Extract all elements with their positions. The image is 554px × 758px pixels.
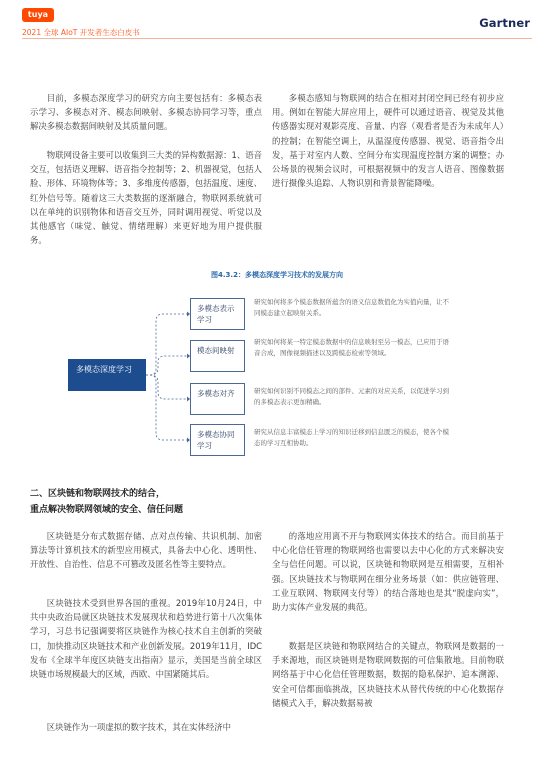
figure-node: 多模态协同学习 [190, 424, 245, 456]
figure-node-description: 研究如何将某一特定模态数据中的信息映射至另一模态，已应用于语音合成，图像视频描述以及跨模态检索等领域。 [254, 338, 449, 357]
figure-title: 图4.3.2：多模态深度学习技术的发展方向 [211, 271, 343, 279]
figure-node-description: 研究如何识别不同模态之间的部件、元素的对应关系，以促进学习到的多模态表示更加精确。 [254, 387, 449, 406]
body-paragraph: 区块链是分布式数据存储、点对点传输、共识机制、加密算法等计算机技术的新型应用模式，具备去中心化、透明性、开放性、自治性、信息不可篡改及匿名性等主要特点。 [30, 531, 262, 570]
body-paragraph: 区块链技术受到世界各国的重视。2019年10月24日，中共中央政治局就区块链技术发展现状和趋势进行第十八次集体学习，习总书记强调要将区块链作为核心技术自主创新的突破口，加快推动区块链技术和产业创新发展。2019年11月，IDC发布《全球半年度区块链支出指南》显示，美国是当前全球区块链市场规模最大的区域，西欧、中国紧随其后。 [30, 598, 262, 680]
body-paragraph: 区块链作为一项虚拟的数字技术，其在实体经济中 [46, 722, 232, 732]
tuya-logo: tuya [22, 8, 54, 22]
gartner-logo: Gartner [479, 16, 530, 30]
section-heading-line: 重点解决物联网领域的安全、信任问题 [30, 505, 184, 515]
body-paragraph: 多模态感知与物联网的结合在相对封闭空间已经有初步应用。例如在智能大屏应用上，硬件可以通过语音、视觉及其他传感器实现对观影亮度、音量、内容（观看者是否为未成年人）的控制；在智能空调上，从温湿度传感器、视觉、语音指令出发，基于对室内人数、空间分布实现温度控制方案的调整；办公场景的视频会议时，可根据视频中的发言人语音、图像数据进行摄像头追踪、人物识别和背景智能降噪。 [272, 93, 504, 189]
body-paragraph: 的落地应用离不开与物联网实体技术的结合。而目前基于中心化信任管理的物联网络也需要以去中心化的方式来解决安全与信任问题。可以说，区块链和物联网是互相需要，互相补强。区块链技术与物联网在细分业务场景（如：供应链管理、工业互联网、物联网支付等）的结合落地也是其“脱虚向实”，助力实体产业发展的典范。 [272, 531, 504, 613]
connector-line [150, 356, 190, 375]
figure-node-description: 研究从信息丰富模态上学习的知识迁移到信息匮乏的模态，使各个模态的学习互相协助。 [254, 428, 449, 447]
figure-node: 多模态表示学习 [190, 298, 245, 330]
connector-line [146, 375, 190, 440]
section-heading [30, 486, 330, 518]
header-divider [22, 38, 532, 39]
body-paragraph: 物联网设备主要可以收集到三大类的异构数据源：1、语音交互，包括语义理解、语音指令控制等；2、机器视觉，包括人脸、形体、环境物体等；3、多维度传感器，包括温度、速度、红外信号等。随着这三大类数据的逐渐融合，物联网系统就可以在单纯的识别物体和语音交互外，同时调用视觉、听觉以及其他感官（味觉、触觉、情绪理解）来更好地为用户提供服务。 [30, 150, 262, 246]
figure-node: 模态间映射 [190, 340, 245, 372]
figure-node: 多模态对齐 [190, 383, 245, 415]
figure-center-node: 多模态深度学习 [68, 359, 146, 391]
connector-line [150, 375, 190, 399]
body-paragraph: 数据是区块链和物联网结合的关键点，物联网是数据的一手来源地，而区块链则是物联网数据的可信集散地。目前物联网络基于中心化信任管理数据，数据的隐私保护、追本溯源、安全可信都面临挑战，区块链技术从替代传统的中心化数据存储模式入手，解决数据易被 [272, 641, 504, 708]
section-heading-line: 二、区块链和物联网技术的结合， [30, 489, 166, 499]
body-paragraph: 目前，多模态深度学习的研究方向主要包括有：多模态表示学习、多模态对齐、模态间映射、多模态协同学习等，重点解决多模态数据间映射及其质量问题。 [30, 93, 262, 132]
header-title: 2021 全球 AIoT 开发者生态白皮书 [22, 28, 140, 37]
connector-line [146, 314, 190, 375]
figure-node-description: 研究如何将多个模态数据所蕴含的语义信息数值化为实值向量，让不同模态建立起映射关系。 [254, 298, 449, 317]
